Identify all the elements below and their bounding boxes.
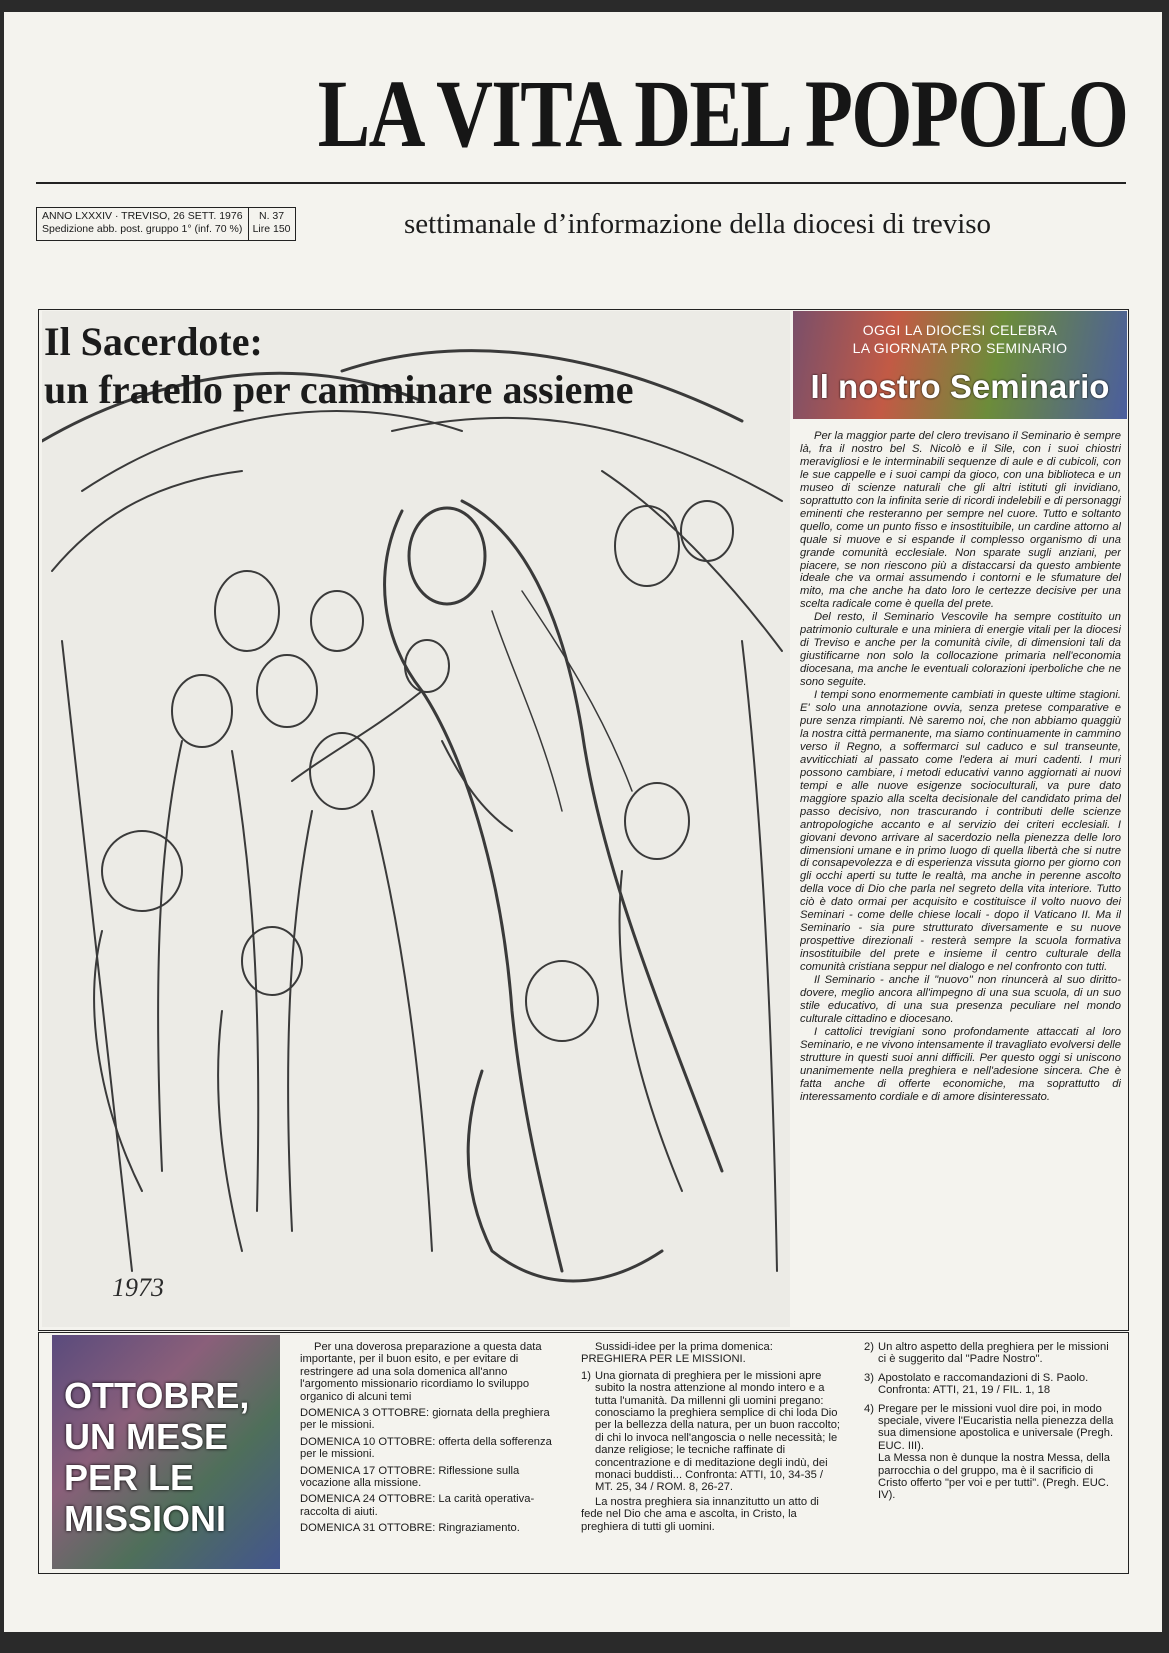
article-paragraph: I cattolici trevigiani sono profondamente attaccati al loro Seminario, e ne vivono intensamente il travagliato evolversi delle strutture in questi suoi anni difficili. Per questo oggi si uniscono unanimemente nella preghiera e nell'adesione sincera. Che è fatta anche di offerte economiche, ma soprattutto di interessamento cordiale e di amore disinteressato. xyxy=(800,1025,1121,1103)
item-text-main: Pregare per le missioni vuol dire poi, in modo speciale, vivere l'Eucaristia nella pienezza della sua dimensione apostolica e universale (Pregh. EUC. III). xyxy=(878,1402,1114,1452)
seminario-title: Il nostro Seminario xyxy=(810,368,1110,405)
item-text: Una giornata di preghiera per le missioni apre subito la nostra attenzione al mondo intero e a tutta l'umanità. Da millenni gli uomini pregano: conosciamo la preghiera semplice di chi loda Dio per la bellezza della natura, per un buon raccolto; di chi lo invoca nell'angoscia o nelle necessità; le danze religiose; le tecniche raffinate di concentrazione e di meditazione degli indù, dei monaci buddisti... Confronta: ATTI, 10, 34-35 / MT. 25, 34 / ROM. 8, 26-27. xyxy=(595,1369,841,1494)
item-continuation: La nostra preghiera sia innanzitutto un atto di fede nel Dio che ama e ascolta, in Cristo, la preghiera di tutti gli uomini. xyxy=(581,1495,819,1533)
item-text xyxy=(878,1372,1119,1397)
sussidi-intro: Sussidi-idee per la prima domenica: PREGHIERA PER LE MISSIONI. xyxy=(581,1341,773,1366)
headline-line-1: Il Sacerdote: xyxy=(44,319,263,364)
ottobre-title-line: OTTOBRE, xyxy=(64,1375,250,1416)
article-paragraph: Il Seminario - anche il "nuovo" non rinuncerà al suo diritto-dovere, meglio ancora all'impegno di una sua scuola, di un suo stile educativo, di una sua presenza peculiare nel mondo culturale cittadino e diocesano. xyxy=(800,974,1121,1025)
sunday-item: DOMENICA 3 OTTOBRE: giornata della preghiera per le missioni. xyxy=(300,1407,550,1432)
sunday-item: DOMENICA 31 OTTOBRE: Ringraziamento. xyxy=(300,1522,520,1535)
masthead-tagline: settimanale d’informazione della diocesi di treviso xyxy=(404,208,992,240)
postal-info: Spedizione abb. post. gruppo 1° (inf. 70 %) xyxy=(42,223,243,235)
item-continuation: La Messa non è dunque la nostra Messa, della parrocchia o del gruppo, ma è il sacrificio di Cristo offerto "per voi e per tutti". (Pregh. EUC. IV). xyxy=(878,1452,1110,1502)
seminario-article xyxy=(800,430,1121,1325)
issue-date-block xyxy=(37,208,249,240)
ottobre-banner xyxy=(52,1335,280,1569)
missioni-intro: Per una doverosa preparazione a questa data importante, per il buon esito, e per evitare di restringere ad una sola domenica all'anno l'argomento missionario ricordiamo lo sviluppo organico di alcuni temi xyxy=(300,1341,542,1403)
item-number: 1) xyxy=(581,1369,591,1382)
masthead-rule xyxy=(36,182,1126,184)
issue-year-date: ANNO LXXXIV · TREVISO, 26 SETT. 1976 xyxy=(42,210,243,222)
item-text: Un altro aspetto della preghiera per le missioni ci è suggerito dal "Padre Nostro". xyxy=(878,1341,1109,1366)
headline-line-2: un fratello per camminare assieme xyxy=(44,367,634,412)
issue-price: Lire 150 xyxy=(252,223,291,235)
sunday-item: DOMENICA 17 OTTOBRE: Riflessione sulla vocazione alla missione. xyxy=(300,1464,520,1490)
issue-number: N. 37 xyxy=(258,210,285,222)
issue-number-block xyxy=(249,208,295,240)
numbered-item xyxy=(864,1372,1119,1397)
article-paragraph: I tempi sono enormemente cambiati in queste ultime stagioni. E' solo una annotazione ovvia, senza pretese comparative e pure senza rimpianti. Nè saremo noi, che non abbiamo quaggiù la nostra città permanente, ma siamo continuamente in cammino verso il Regno, a soffermarci sul caduco e sul transeunte, avviticchiati al passato come l'edera ai muri cadenti. I muri possono cambiare, i metodi educativi vanno aggiornati ai nuovi tempi e alle nuove esigenze socioculturali, va pure dato maggiore spazio alla scelta decisionale del candidato prima del passo decisivo, non trascurando i contributi delle scienze antropologiche accanto e al servizio dei criteri ecclesiali. I giovani devono arrivare al sacerdozio nella pienezza delle loro dimensioni umane e in primo luogo di quella libertà che si nutre di consapevolezza e di esperienza vissuta giorno per giorno con gli occhi aperti su tutte le realtà, ma anche in perenne ascolto della voce di Dio che parla nel segreto della vita interiore. Tutto ciò è dato ormai per acquisito e costituisce il volto nuovo dei Seminari - come delle chiese locali - dopo il Vaticano II. Ma il Seminario - sia pure strutturato diversamente e su nuove prospettive direzionali - resterà sempre la scuola formativa insostituibile del prete e insieme il centro culturale della comunità cristiana seppur nel dialogo e nel confronto con tutti. xyxy=(800,689,1121,974)
charcoal-drawing xyxy=(42,311,790,1327)
ottobre-title-line: UN MESE xyxy=(64,1416,229,1457)
item-reference: Confronta: ATTI, 21, 19 / FIL. 1, 18 xyxy=(878,1384,1051,1397)
ottobre-title-line: MISSIONI xyxy=(64,1498,227,1539)
masthead-title: LA VITA DEL POPOLO xyxy=(317,60,1127,167)
ottobre-title-line: PER LE xyxy=(64,1457,195,1498)
sunday-item: DOMENICA 10 OTTOBRE: offerta della sofferenza per le missioni. xyxy=(300,1435,552,1461)
missioni-column-1 xyxy=(300,1341,560,1539)
item-text-main: Apostolato e raccomandazioni di S. Paolo. xyxy=(878,1371,1089,1384)
seminario-banner xyxy=(793,311,1127,419)
artist-signature: 1973 xyxy=(112,1273,164,1302)
item-number: 3) xyxy=(864,1371,874,1384)
numbered-item xyxy=(864,1403,1119,1502)
kicker-line-1: OGGI LA DIOCESI CELEBRA xyxy=(862,322,1058,338)
item-text xyxy=(878,1403,1119,1502)
missioni-column-3 xyxy=(864,1341,1119,1508)
ottobre-title xyxy=(64,1375,274,1539)
missioni-column-2 xyxy=(581,1341,841,1537)
cover-headline xyxy=(44,318,634,414)
article-paragraph: Del resto, il Seminario Vescovile ha sempre costituito un patrimonio culturale e una miniera di energie vitali per la diocesi di Treviso e anche per la comunità civile, di dimensioni tali da giustificarne non solo la collocazione primaria nell'economia diocesana, ma anche le eventuali colorazioni iperboliche che ne sono seguite. xyxy=(800,611,1121,689)
item-number: 4) xyxy=(864,1402,874,1415)
article-paragraph: Per la maggior parte del clero trevisano il Seminario è sempre là, fra il nostro bel S. Nicolò e il Sile, con i suoi chiostri meravigliosi e le interminabili sequenze di aule e di cubicoli, con le sue cappelle e i suoi campi da gioco, con una biblioteca e un museo di scienze naturali che gli altri istituti gli invidiano, soprattutto con la infinita serie di ricordi indelebili e di personaggi eminenti che resteranno per sempre nel cuore. Tutto e soltanto quello, come un punto fisso e insostituibile, un cardine attorno al quale si muove e si espande il complesso organismo di una grande comunità ecclesiale. Non sparate sugli anziani, per piacere, se non riescono più a distaccarsi da questo ambiente ideale che va ormai assumendo i contorni e le sfumature del mito, ma che anche ha dato loro le certezze decisive per una scelta radicale come è quella del prete. xyxy=(800,430,1121,611)
item-number: 2) xyxy=(864,1341,874,1353)
issue-info-box xyxy=(36,207,296,241)
sunday-item: DOMENICA 24 OTTOBRE: La carità operativa-raccolta di aiuti. xyxy=(300,1493,535,1518)
numbered-item xyxy=(581,1370,841,1494)
seminario-kicker xyxy=(793,321,1127,357)
kicker-line-2: LA GIORNATA PRO SEMINARIO xyxy=(852,340,1068,356)
cover-illustration xyxy=(42,311,790,1327)
numbered-item xyxy=(864,1341,1119,1366)
